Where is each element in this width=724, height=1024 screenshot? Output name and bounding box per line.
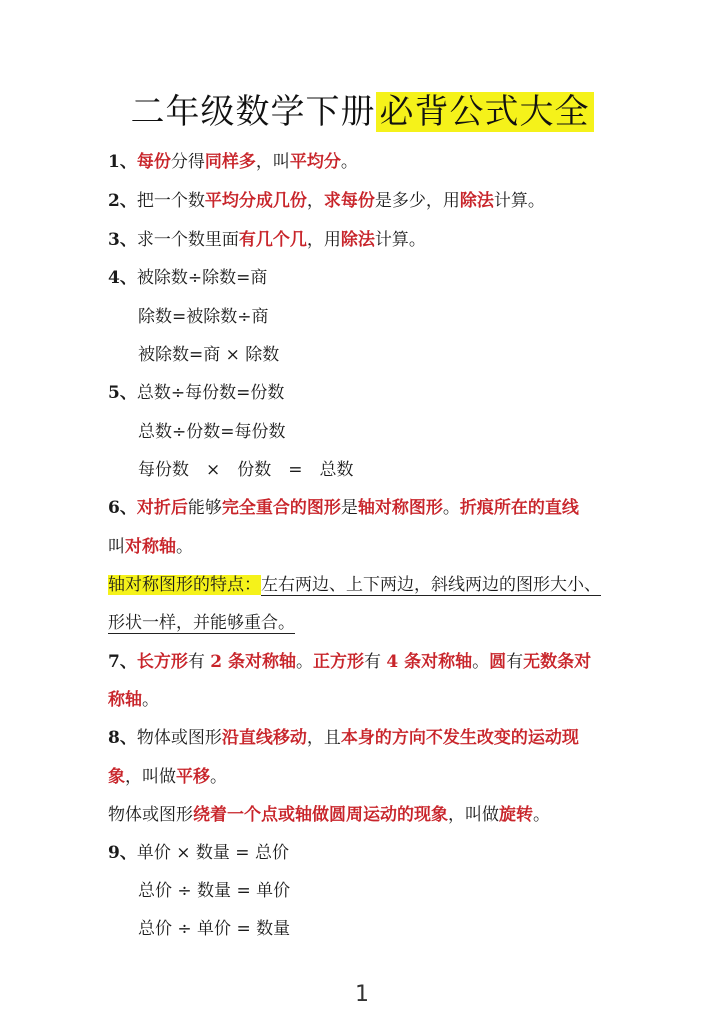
text: 。: [210, 767, 227, 787]
text: 。: [142, 690, 159, 710]
item-6-line-2: [108, 535, 628, 559]
text: 是: [340, 498, 358, 518]
text: ，且: [306, 728, 341, 748]
text-red: 圆: [489, 652, 507, 672]
item-number: 4、: [108, 268, 137, 288]
text-red: 无数条对: [523, 652, 592, 672]
text-red: 沿直线移动: [221, 728, 307, 748]
text: 能够: [187, 498, 222, 518]
text-red: 完全重合的图形: [221, 498, 341, 518]
text-red: 对折后: [136, 498, 188, 518]
rotation-definition: [108, 803, 628, 827]
item-5-line-2: 总数÷份数=每份数: [138, 422, 286, 442]
item-number: 1、: [108, 152, 137, 172]
item-4-line-2: 除数=被除数÷商: [138, 307, 269, 327]
text-red: 有几个几: [238, 230, 307, 250]
text-red: 折痕所在的直线: [459, 498, 579, 518]
item-8: [108, 726, 628, 750]
item-1: [108, 150, 628, 174]
formula-line: 单价 × 数量 = 总价: [136, 843, 289, 863]
item-9: [108, 841, 628, 865]
feature-label: 轴对称图形的特点：: [108, 575, 261, 595]
text: 叫: [108, 537, 125, 557]
formula-line: 被除数÷除数=商: [136, 268, 268, 288]
text: 分得: [170, 152, 205, 172]
text-red: 象: [108, 767, 125, 787]
text: ，用: [306, 230, 341, 250]
text-red: 4 条对称轴: [386, 652, 473, 672]
item-9-line-2: 总价 ÷ 数量 = 单价: [138, 881, 291, 901]
text: 。: [340, 152, 358, 172]
item-6: [108, 496, 628, 520]
text-red: 2 条对称轴: [210, 652, 296, 672]
item-5-line-3: 每份数 × 份数 = 总数: [138, 460, 354, 480]
title-highlight: 必背公式大全: [376, 92, 594, 132]
item-number: 7、: [108, 652, 137, 672]
text: ，叫做: [448, 805, 499, 825]
item-3: [108, 228, 628, 252]
text-red: 本身的方向不发生改变的运动现: [340, 728, 579, 748]
text: 是多少，用: [374, 191, 460, 211]
text-red: 正方形: [313, 652, 364, 672]
text: 。: [472, 652, 490, 672]
text-red: 平移: [176, 767, 210, 787]
text-red: 每份: [136, 152, 171, 172]
text-red: 轴对称图形: [357, 498, 443, 518]
text: 把一个数: [136, 191, 205, 211]
item-number: 3、: [108, 230, 137, 250]
formula-line: 总数÷每份数=份数: [136, 383, 285, 403]
item-9-line-3: 总价 ÷ 单价 = 数量: [138, 919, 291, 939]
symmetry-feature-line-2: [108, 611, 628, 635]
text: 。: [533, 805, 550, 825]
item-number: 9、: [108, 843, 137, 863]
text: 。: [442, 498, 460, 518]
item-number: 2、: [108, 191, 137, 211]
text: ，叫: [255, 152, 290, 172]
page-number: 1: [355, 982, 369, 1007]
text-red: 绕着一个点或轴做圆周运动的现象: [193, 805, 448, 825]
text: ，叫做: [125, 767, 176, 787]
text-red: 同样多: [204, 152, 256, 172]
text-red: 对称轴: [125, 537, 176, 557]
text: 物体或图形: [108, 805, 193, 825]
text: 计算。: [493, 191, 545, 211]
item-number: 5、: [108, 383, 137, 403]
text: 有: [506, 652, 524, 672]
text-red: 长方形: [136, 652, 188, 672]
feature-text: 形状一样，并能够重合。: [108, 613, 295, 633]
item-number: 8、: [108, 728, 137, 748]
text-red: 求每份: [323, 191, 375, 211]
symmetry-feature: [108, 573, 628, 597]
item-number: 6、: [108, 498, 137, 518]
text: 。: [176, 537, 193, 557]
text-red: 平均分成几份: [204, 191, 307, 211]
item-8-line-2: [108, 765, 628, 789]
text-red: 旋转: [499, 805, 533, 825]
text-red: 除法: [340, 230, 375, 250]
text-red: 称轴: [108, 690, 142, 710]
text: 有: [364, 652, 387, 672]
text: 。: [296, 652, 313, 672]
text-red: 除法: [459, 191, 494, 211]
text: 有: [187, 652, 211, 672]
text: ，: [306, 191, 324, 211]
item-5: [108, 381, 628, 405]
text-red: 平均分: [289, 152, 341, 172]
text: 计算。: [374, 230, 426, 250]
item-7-line-2: [108, 688, 628, 712]
item-4-line-3: 被除数=商 × 除数: [138, 345, 280, 365]
text: 求一个数里面: [136, 230, 239, 250]
text: 物体或图形: [136, 728, 222, 748]
item-4: [108, 266, 628, 290]
item-7: [108, 650, 628, 674]
feature-text: 左右两边、上下两边，斜线两边的图形大小、: [261, 575, 601, 595]
item-2: [108, 189, 628, 213]
title-plain: 二年级数学下册: [130, 92, 376, 132]
page-title: [0, 88, 724, 136]
